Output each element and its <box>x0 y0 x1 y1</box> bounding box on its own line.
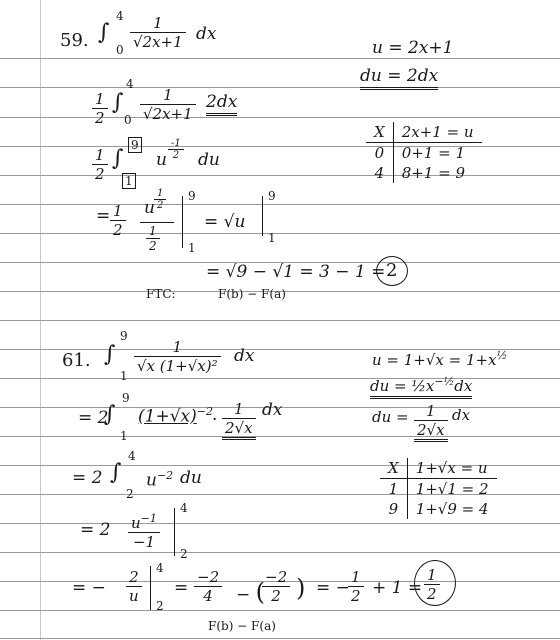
table-cell-x: 9 <box>380 499 407 519</box>
p59-step3-lower-box: 1 <box>122 173 136 189</box>
p61-step2-num: 1 <box>234 400 244 418</box>
p61-step2-frac <box>222 400 256 440</box>
p61-step3-body-text: u <box>146 470 157 491</box>
p61-step2-lead: = 2 <box>78 408 109 428</box>
half-den: 2 <box>110 220 126 239</box>
p59-step4-lower: 1 <box>188 241 196 255</box>
p61-step4-lower: 2 <box>180 547 188 561</box>
p61-step5-upper: 4 <box>156 561 164 575</box>
integral-sign: ∫ <box>112 146 124 171</box>
half-num: 1 <box>95 146 105 164</box>
p61-step5-minus-text: − <box>236 585 251 605</box>
p59-ftc-label: FTC: <box>146 287 176 301</box>
p59-step2-lower: 0 <box>124 113 132 127</box>
p59-step5: = √9 − √1 = 3 − 1 = <box>206 262 386 282</box>
p59-integrand <box>130 14 186 51</box>
problem-59-number: 59. <box>60 30 89 51</box>
frac-den: 2 <box>262 586 290 605</box>
frac-num: −2 <box>265 568 288 586</box>
p59-step3-exp <box>168 138 184 161</box>
p61-sub-du-exp: −½ <box>434 375 455 388</box>
eval-bracket <box>150 566 151 610</box>
ruled-line <box>0 117 560 118</box>
p61-step4-frac <box>128 512 160 551</box>
p61-step4-lead: = 2 <box>80 520 111 540</box>
table-head-x: X <box>366 122 393 143</box>
ruled-line <box>0 610 560 611</box>
p59-step4-upper: 9 <box>188 189 196 203</box>
p59-int-lower: 0 <box>116 43 124 57</box>
exp-den: 2 <box>168 149 184 161</box>
eval-bracket <box>182 196 183 248</box>
half-den: 2 <box>92 108 108 127</box>
ruled-line <box>0 320 560 321</box>
p59-step4-upper2: 9 <box>268 189 276 203</box>
ruled-line <box>0 378 560 379</box>
table-head-x: X <box>380 458 407 479</box>
p59-step2-num: 1 <box>163 86 173 104</box>
ruled-line <box>0 638 560 639</box>
p61-step5-lower: 2 <box>156 599 164 613</box>
integral-sign: ∫ <box>104 402 116 427</box>
p61-sub-du2-tail: dx <box>452 406 471 424</box>
p61-step2-upper: 9 <box>122 391 130 405</box>
p61-step4-num-exp: −1 <box>140 512 157 525</box>
p59-step4-eq: = <box>96 206 111 226</box>
half-num: 1 <box>113 202 123 220</box>
table-cell-x: 0 <box>366 143 393 164</box>
p61-step2-exp: −2 <box>196 405 213 418</box>
p61-sub-du-text: du = ½x <box>370 377 435 395</box>
frac-num: 2 <box>129 568 139 586</box>
problem-61-number: 61. <box>62 350 91 371</box>
p59-sub-u: u = 2x+1 <box>372 38 454 58</box>
p59-ftc-expr: F(b) − F(a) <box>218 287 286 301</box>
frac-den: 2 <box>348 586 364 605</box>
p59-step3-upper-box: 9 <box>128 137 142 153</box>
p61-sub-du <box>370 376 472 394</box>
p61-step2-dx: dx <box>262 400 283 420</box>
p61-int-lower: 1 <box>120 369 128 383</box>
table-cell-u: 0+1 = 1 <box>401 144 465 162</box>
p59-step3-du: du <box>198 150 220 170</box>
p61-step2-body <box>138 406 213 426</box>
p61-step4-upper: 4 <box>180 501 188 515</box>
p61-step2-lower: 1 <box>120 429 128 443</box>
p61-sub-du2-frac <box>414 402 448 442</box>
p61-step2-den: 2√x <box>222 418 256 440</box>
frac-num: −2 <box>197 568 220 586</box>
p61-sub-u-exp: ½ <box>496 349 508 362</box>
p61-step3-lower: 2 <box>126 487 134 501</box>
frac-den: u <box>126 586 142 605</box>
p59-step2-integrand <box>140 86 196 123</box>
table-cell-u: 1+√1 = 2 <box>415 480 489 498</box>
p61-sub-du2-lhs: du = <box>372 408 409 426</box>
p61-answer-num: 1 <box>427 566 437 584</box>
p59-step2-tail-text: 2dx <box>206 92 237 116</box>
p61-integrand-den: √x (1+√x)² <box>134 356 221 375</box>
p59-step3-body: u <box>156 150 167 170</box>
p61-step2-dot: · <box>212 410 218 430</box>
eval-bracket <box>262 196 263 236</box>
p59-answer: 2 <box>386 260 398 281</box>
p59-sub-du <box>360 68 438 85</box>
p61-step5-frac3 <box>262 568 290 605</box>
p61-step5-eq1: = <box>174 578 189 598</box>
p61-sub-du-line <box>370 377 472 399</box>
integral-sign: ∫ <box>110 460 122 485</box>
p59-step4-lower2: 1 <box>268 231 276 245</box>
p61-step3-body <box>146 470 173 490</box>
half-num: 1 <box>95 90 105 108</box>
p61-step5-frac1 <box>126 568 142 605</box>
paren-open: ( <box>255 578 266 606</box>
p61-sub-du2-den: 2√x <box>414 420 448 442</box>
p61-integrand <box>134 338 221 375</box>
p59-step4-sqrt: = √u <box>204 212 246 232</box>
div-den: 2 <box>146 238 160 253</box>
exp-num: 1 <box>157 188 164 199</box>
p59-step4-div <box>146 224 160 253</box>
paren-close: ) <box>296 574 306 602</box>
p59-integrand-den: √2x+1 <box>130 32 186 51</box>
integral-sign: ∫ <box>104 342 116 367</box>
p59-int-upper: 4 <box>116 9 124 23</box>
integral-sign: ∫ <box>112 90 124 115</box>
ruled-line <box>0 87 560 88</box>
p61-sub-du-tail: dx <box>454 377 473 395</box>
table-cell-x: 1 <box>380 479 407 500</box>
p61-step5-eq2: = − <box>316 578 350 598</box>
p59-step4-half <box>110 202 126 239</box>
p61-ftc-expr: F(b) − F(a) <box>208 619 276 633</box>
p61-int-upper: 9 <box>120 329 128 343</box>
p59-sub-du-text: du = 2dx <box>360 66 438 90</box>
p61-sub-u <box>372 350 507 368</box>
fraction-bar <box>140 222 174 223</box>
p61-dx: dx <box>234 346 255 366</box>
p59-step2-upper: 4 <box>126 77 134 91</box>
p61-answer-den: 2 <box>424 584 440 603</box>
p59-step4-exp <box>154 188 166 211</box>
table-head-u: 2x+1 = u <box>393 122 481 143</box>
frac-num: 1 <box>351 568 361 586</box>
p61-step5-lead: = − <box>72 578 106 598</box>
p59-step3-lower <box>122 172 136 189</box>
frac-den: 4 <box>194 586 222 605</box>
p61-sub-du2-num: 1 <box>426 402 436 420</box>
p59-step2-half <box>92 90 108 127</box>
p61-step2-body-text: (1+√x) <box>138 406 197 427</box>
p61-step4-num <box>128 512 160 532</box>
ruled-line <box>0 552 560 553</box>
exp-den: 2 <box>154 199 166 211</box>
ruled-line <box>0 436 560 437</box>
p59-step4-body: u <box>144 198 155 218</box>
div-num: 1 <box>149 224 157 238</box>
p61-step5-frac4 <box>348 568 364 605</box>
p61-step3-lead: = 2 <box>72 468 103 488</box>
ruled-line <box>0 204 560 205</box>
half-den: 2 <box>92 164 108 183</box>
p61-step3-exp: −2 <box>156 469 174 482</box>
p61-integrand-num: 1 <box>172 338 183 356</box>
p59-step3-half <box>92 146 108 183</box>
table-head-u: 1+√x = u <box>407 458 496 479</box>
p61-limits-table <box>380 458 497 519</box>
p61-step5-minus <box>236 580 265 604</box>
p61-step4-num-text: u <box>131 514 141 532</box>
table-cell-u: 1+√9 = 4 <box>415 500 489 518</box>
p59-step3-upper <box>128 136 142 153</box>
p61-step4-den: −1 <box>128 532 160 551</box>
exp-num: -1 <box>171 138 181 149</box>
table-cell-u: 8+1 = 9 <box>401 164 465 182</box>
p61-answer <box>424 566 440 603</box>
p59-integrand-num: 1 <box>153 14 163 32</box>
p61-step3-du: du <box>180 468 202 488</box>
p61-step3-upper: 4 <box>128 449 136 463</box>
p61-step5-frac2 <box>194 568 222 605</box>
p59-limits-table <box>366 122 482 183</box>
eval-bracket <box>174 508 175 556</box>
p59-dx: dx <box>196 24 217 44</box>
ruled-line <box>0 58 560 59</box>
p59-step2-tail <box>206 94 237 111</box>
integral-sign: ∫ <box>98 20 110 45</box>
p61-step5-tail: + 1 = <box>372 578 423 598</box>
p61-sub-u-text: u = 1+√x = 1+x <box>372 351 497 369</box>
table-cell-x: 4 <box>366 163 393 183</box>
ruled-line <box>0 233 560 234</box>
p59-step2-den: √2x+1 <box>140 104 196 123</box>
